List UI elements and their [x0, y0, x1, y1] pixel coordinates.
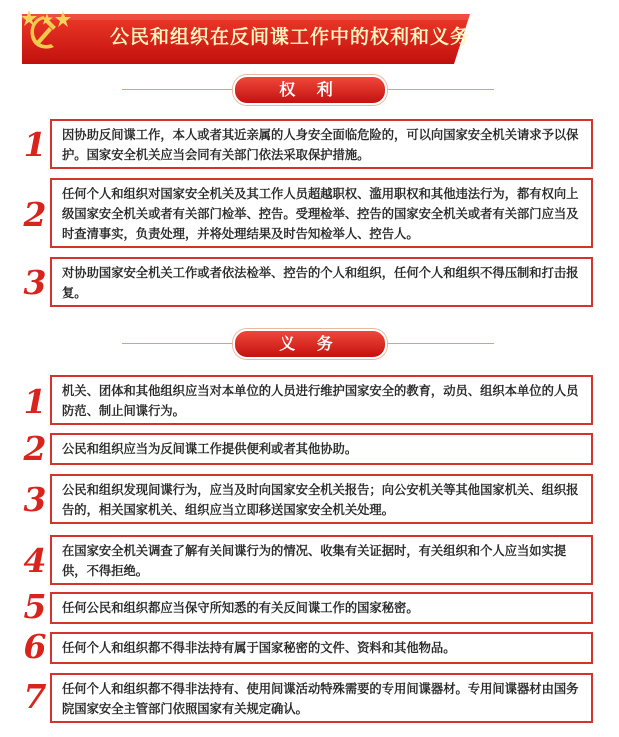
duties-item-3-text: 公民和组织发现间谍行为，应当及时向国家安全机关报告；向公安机关等其他国家机关、组织报告的，相关国家机关、组织应当立即移送国家安全机关处理。 — [62, 483, 579, 517]
stars-icon — [22, 10, 78, 28]
duties-item-7 — [50, 673, 593, 723]
duties-item-5 — [50, 592, 593, 624]
page-title: 公民和组织在反间谍工作中的权利和义务 — [110, 26, 471, 48]
rights-item-2-number: 2 — [23, 195, 47, 234]
duties-item-6 — [50, 632, 593, 664]
duties-item-3 — [50, 474, 593, 524]
duties-item-4-text: 在国家安全机关调查了解有关间谍行为的情况、收集有关证据时，有关组织和个人应当如实提供，不得拒绝。 — [62, 544, 567, 578]
rights-heading: 权 利 — [233, 75, 387, 105]
duties-item-1-text: 机关、团体和其他组织应当对本单位的人员进行维护国家安全的教育，动员、组织本单位的人员防范、制止间谍行为。 — [62, 384, 579, 418]
duties-item-7-number: 7 — [23, 677, 47, 716]
rights-item-3 — [50, 257, 593, 307]
duties-item-1-number: 1 — [23, 382, 47, 421]
duties-item-1 — [50, 375, 593, 425]
rights-item-3-number: 3 — [23, 263, 47, 302]
rights-item-2-text: 任何个人和组织对国家安全机关及其工作人员超越职权、滥用职权和其他违法行为，都有权向上级国家安全机关或者有关部门检举、控告。受理检举、控告的国家安全机关或者有关部门应当及时查清事实，负责处理，并将处理结果及时告知检举人、控告人。 — [62, 187, 579, 241]
duties-item-2-text: 公民和组织应当为反间谍工作提供便利或者其他协助。 — [62, 442, 358, 456]
duties-item-2 — [50, 433, 593, 465]
duties-item-2-number: 2 — [23, 429, 47, 468]
rights-item-1-number: 1 — [23, 125, 47, 164]
duties-item-6-text: 任何个人和组织都不得非法持有属于国家秘密的文件、资料和其他物品。 — [62, 641, 456, 655]
header-banner — [22, 10, 492, 64]
rights-item-1-text: 因协助反间谍工作，本人或者其近亲属的人身安全面临危险的，可以向国家安全机关请求予以保护。国家安全机关应当会同有关部门依法采取保护措施。 — [62, 128, 579, 162]
duties-item-4 — [50, 535, 593, 585]
duties-item-5-text: 任何公民和组织都应当保守所知悉的有关反间谍工作的国家秘密。 — [62, 601, 419, 615]
duties-item-6-number: 6 — [23, 627, 47, 666]
rights-item-2 — [50, 178, 593, 248]
rights-item-3-text: 对协助国家安全机关工作或者依法检举、控告的个人和组织，任何个人和组织不得压制和打击报复。 — [62, 266, 579, 300]
duties-item-5-number: 5 — [23, 587, 47, 626]
duties-item-3-number: 3 — [23, 480, 47, 519]
rights-item-1 — [50, 119, 593, 169]
duties-item-4-number: 4 — [23, 541, 47, 580]
duties-item-7-text: 任何个人和组织都不得非法持有、使用间谍活动特殊需要的专用间谍器材。专用间谍器材由国务院国家安全主管部门依照国家有关规定确认。 — [62, 682, 579, 716]
duties-heading: 义 务 — [233, 329, 387, 359]
